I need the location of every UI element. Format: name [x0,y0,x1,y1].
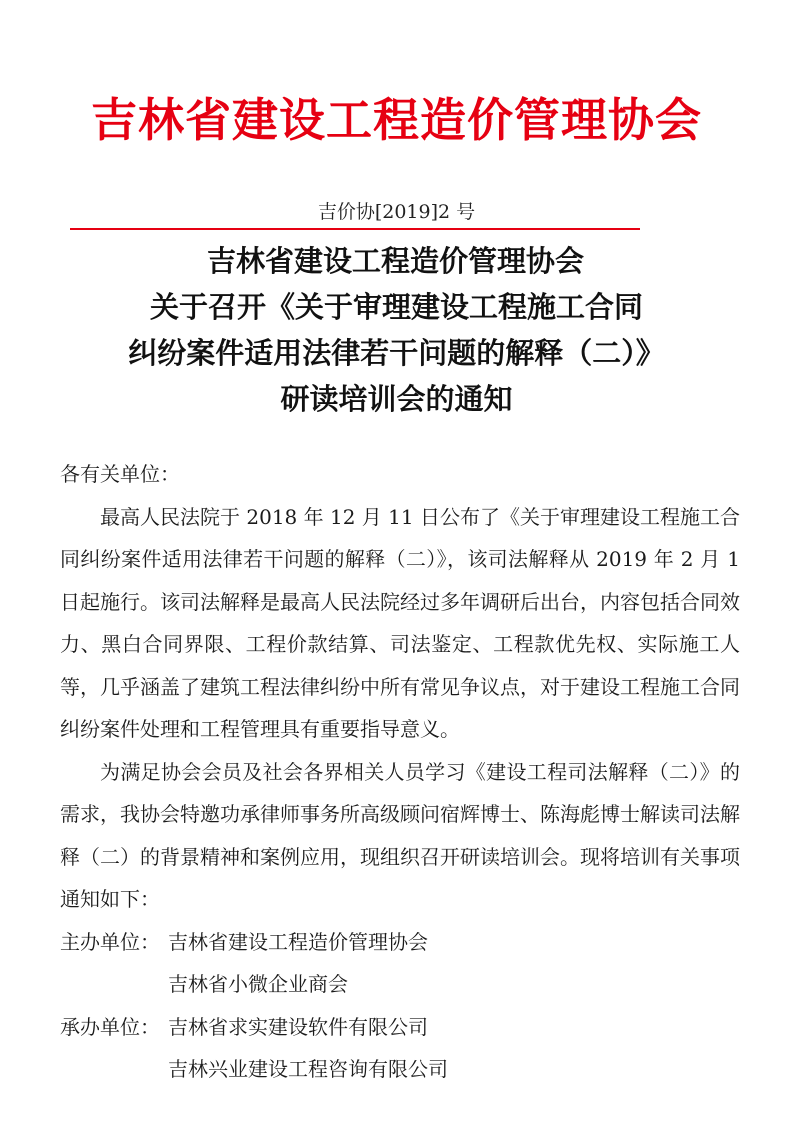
title-line-4: 研读培训会的通知 [280,382,513,416]
title-line-2: 关于召开《关于审理建设工程施工合同 [149,290,643,324]
undertaker-name: 吉林省求实建设软件有限公司 [168,1014,428,1039]
organizer-label: 主办单位： [60,929,160,954]
notice-body [60,453,740,1091]
title-line-1: 吉林省建设工程造价管理协会 [206,244,584,278]
document-number: 吉价协[2019]2 号 [317,201,476,223]
undertaker-name: 吉林兴业建设工程咨询有限公司 [168,1057,448,1081]
undertaker-section [60,1006,740,1091]
body-paragraph-2: 为满足协会会员及社会各界相关人员学习《建设工程司法解释（二）》的需求，我协会特邀功承律师事务所高级顾问宿辉博士、陈海彪博士解读司法解释（二）的背景精神和案例应用，现组织召开研读培训会。现将培训有关事项通知如下： [60,759,740,911]
salutation: 各有关单位： [60,462,180,486]
body-paragraph-1: 最高人民法院于 2018 年 12 月 11 日公布了《关于审理建设工程施工合同纠纷案件适用法律若干问题的解释（二）》，该司法解释从 2019 年 2 月 1 日起施行。该司法解释是最高人民法院经过多年调研后出台，内容包括合同效力、黑白合同界限、工程价款结算、司法鉴定、工程款优先权、实际施工人等，几乎涵盖了建筑工程法律纠纷中所有常见争议点，对于建设工程施工合同纠纷案件处理和工程管理具有重要指导意义。 [60,504,740,741]
undertaker-names [168,1006,448,1091]
title-line-3: 纠纷案件适用法律若干问题的解释（二）》 [128,336,665,370]
issuing-organization-header: 吉林省建设工程造价管理协会 [91,93,702,147]
notice-title [0,238,793,422]
organizer-names [168,921,428,1006]
organizer-section [60,921,740,1006]
red-divider-line [70,228,640,230]
undertaker-label: 承办单位： [60,1014,160,1039]
organizer-name: 吉林省小微企业商会 [168,972,348,996]
organizer-name: 吉林省建设工程造价管理协会 [168,929,428,954]
